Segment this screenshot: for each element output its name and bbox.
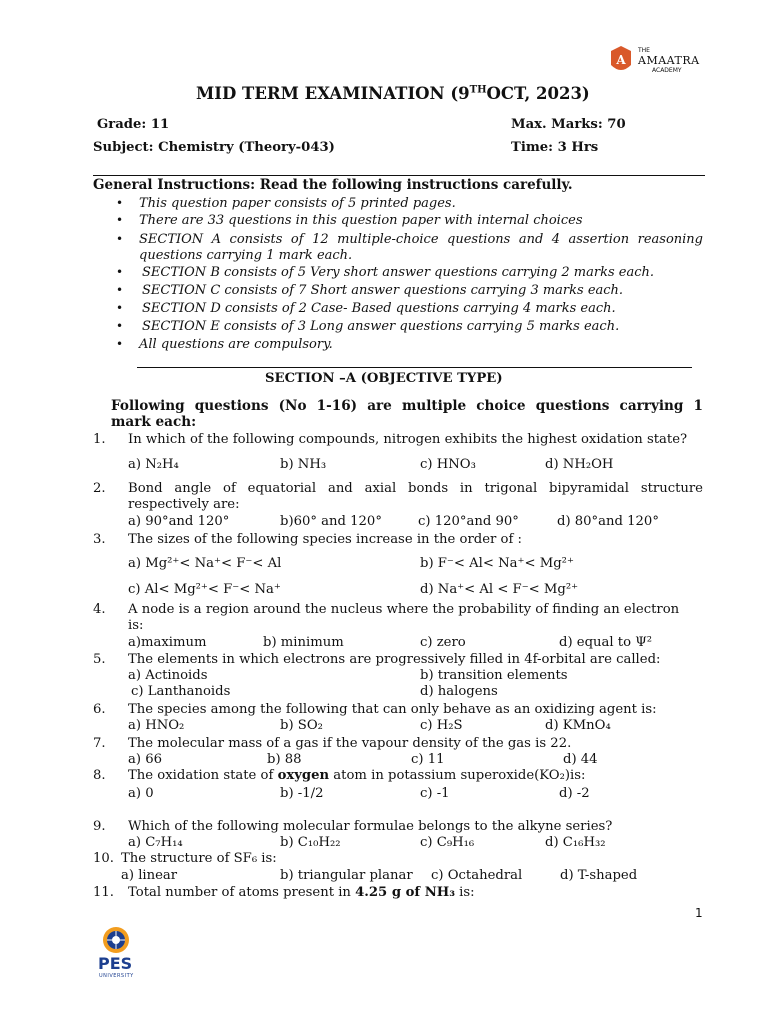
bullet-icon: • bbox=[116, 232, 124, 246]
section-a-title: SECTION –A (OBJECTIVE TYPE) bbox=[265, 371, 503, 386]
q4-text-line2: is: bbox=[128, 618, 144, 633]
pes-name: PES bbox=[98, 954, 133, 973]
q8-number: 8. bbox=[93, 768, 106, 783]
pes-emblem-icon bbox=[98, 926, 134, 954]
instruction-item: SECTION B consists of 5 Very short answer questions carrying 2 marks each. bbox=[142, 265, 655, 280]
q4-number: 4. bbox=[93, 602, 106, 617]
q10-option-c: c) Octahedral bbox=[431, 868, 523, 883]
instruction-item: SECTION C consists of 7 Short answer questions carrying 3 marks each. bbox=[142, 283, 624, 298]
q11-number: 11. bbox=[93, 885, 114, 900]
amaatra-emblem-icon bbox=[608, 45, 634, 75]
q1-option-a: a) N₂H₄ bbox=[128, 457, 179, 472]
q4-option-c: c) zero bbox=[420, 635, 466, 650]
header-divider bbox=[93, 175, 705, 176]
q3-option-a: a) Mg²⁺< Na⁺< F⁻< Al bbox=[128, 556, 282, 571]
instruction-item: All questions are compulsory. bbox=[139, 337, 333, 352]
q9-number: 9. bbox=[93, 819, 106, 834]
q1-option-c: c) HNO₃ bbox=[420, 457, 476, 472]
bullet-icon: • bbox=[116, 283, 124, 297]
instruction-item: SECTION D consists of 2 Case- Based questions carrying 4 marks each. bbox=[142, 301, 616, 316]
q4-text: A node is a region around the nucleus where the probability of finding an electron bbox=[128, 602, 680, 617]
q10-option-b: b) triangular planar bbox=[280, 868, 413, 883]
q8-option-c: c) -1 bbox=[420, 786, 450, 801]
instructions-heading: General Instructions: Read the following instructions carefully. bbox=[93, 177, 573, 193]
q6-text: The species among the following that can only behave as an oxidizing agent is: bbox=[128, 702, 657, 717]
q3-text: The sizes of the following species increase in the order of : bbox=[128, 532, 522, 547]
instruction-item: This question paper consists of 5 printed pages. bbox=[139, 196, 456, 211]
q5-option-c: c) Lanthanoids bbox=[131, 684, 231, 699]
bullet-icon: • bbox=[116, 265, 124, 279]
q3-option-b: b) F⁻< Al< Na⁺< Mg²⁺ bbox=[420, 556, 574, 571]
exam-title: MID TERM EXAMINATION (9THOCT, 2023) bbox=[196, 84, 590, 103]
logo-the: THE bbox=[638, 47, 650, 54]
logo-amaatra: AMAATRA bbox=[638, 54, 700, 67]
q5-number: 5. bbox=[93, 652, 106, 667]
q1-number: 1. bbox=[93, 432, 106, 447]
q10-number: 10. bbox=[93, 851, 114, 866]
logo-academy: ACADEMY bbox=[652, 67, 682, 74]
q8-option-d: d) -2 bbox=[559, 786, 590, 801]
q4-option-a: a)maximum bbox=[128, 635, 207, 650]
q9-option-a: a) C₇H₁₄ bbox=[128, 835, 183, 850]
q1-text: In which of the following compounds, nitrogen exhibits the highest oxidation state? bbox=[128, 432, 688, 447]
max-marks-label: Max. Marks: 70 bbox=[511, 117, 626, 132]
q7-option-d: d) 44 bbox=[563, 752, 598, 767]
pes-subtitle: UNIVERSITY bbox=[99, 973, 134, 979]
q7-option-a: a) 66 bbox=[128, 752, 162, 767]
q5-option-b: b) transition elements bbox=[420, 668, 568, 683]
q4-option-d: d) equal to Ψ² bbox=[559, 635, 653, 650]
q9-option-b: b) C₁₀H₂₂ bbox=[280, 835, 341, 850]
q10-text: The structure of SF₆ is: bbox=[121, 851, 277, 866]
instruction-item: SECTION A consists of 12 multiple-choice questions and 4 assertion reasoning bbox=[139, 232, 703, 247]
time-label: Time: 3 Hrs bbox=[511, 140, 599, 155]
q1-option-d: d) NH₂OH bbox=[545, 457, 614, 472]
q6-option-b: b) SO₂ bbox=[280, 718, 323, 733]
bullet-icon: • bbox=[116, 213, 124, 227]
subject-label: Subject: Chemistry (Theory-043) bbox=[93, 140, 335, 155]
q9-text: Which of the following molecular formulae belongs to the alkyne series? bbox=[128, 819, 613, 834]
q2-option-b: b)60° and 120° bbox=[280, 514, 382, 529]
q6-number: 6. bbox=[93, 702, 106, 717]
bullet-icon: • bbox=[116, 337, 124, 351]
instruction-item: SECTION E consists of 3 Long answer questions carrying 5 marks each. bbox=[142, 319, 620, 334]
q5-text: The elements in which electrons are progressively filled in 4f-orbital are called: bbox=[128, 652, 661, 667]
q5-option-a: a) Actinoids bbox=[128, 668, 208, 683]
q7-number: 7. bbox=[93, 736, 106, 751]
q2-text: Bond angle of equatorial and axial bonds in trigonal bipyramidal structure bbox=[128, 481, 703, 496]
q6-option-c: c) H₂S bbox=[420, 718, 463, 733]
section-intro: Following questions (No 1-16) are multiple choice questions carrying 1 bbox=[111, 398, 703, 414]
pes-university-logo bbox=[94, 926, 138, 986]
q5-option-d: d) halogens bbox=[420, 684, 498, 699]
page-number: 1 bbox=[695, 906, 703, 920]
q2-option-c: c) 120°and 90° bbox=[418, 514, 519, 529]
q6-option-d: d) KMnO₄ bbox=[545, 718, 611, 733]
amaatra-logo bbox=[608, 45, 708, 77]
q2-option-a: a) 90°and 120° bbox=[128, 514, 230, 529]
q3-number: 3. bbox=[93, 532, 106, 547]
section-intro-line2: mark each: bbox=[111, 414, 197, 430]
grade-label: Grade: 11 bbox=[97, 117, 170, 132]
q8-text: The oxidation state of oxygen atom in potassium superoxide(KO₂)is: bbox=[128, 768, 586, 783]
q7-text: The molecular mass of a gas if the vapour density of the gas is 22. bbox=[128, 736, 572, 751]
q6-option-a: a) HNO₂ bbox=[128, 718, 185, 733]
svg-text:A: A bbox=[616, 53, 626, 67]
q7-option-b: b) 88 bbox=[267, 752, 302, 767]
section-divider bbox=[137, 367, 692, 368]
q8-option-b: b) -1/2 bbox=[280, 786, 324, 801]
q7-option-c: c) 11 bbox=[411, 752, 445, 767]
q9-option-d: d) C₁₆H₃₂ bbox=[545, 835, 606, 850]
q11-text: Total number of atoms present in 4.25 g of NH₃ is: bbox=[128, 885, 475, 900]
q2-option-d: d) 80°and 120° bbox=[557, 514, 659, 529]
q2-text-line2: respectively are: bbox=[128, 497, 240, 512]
q9-option-c: c) C₉H₁₆ bbox=[420, 835, 475, 850]
instruction-item: There are 33 questions in this question paper with internal choices bbox=[139, 213, 583, 228]
q2-number: 2. bbox=[93, 481, 106, 496]
q10-option-a: a) linear bbox=[121, 868, 178, 883]
bullet-icon: • bbox=[116, 319, 124, 333]
q3-option-d: d) Na⁺< Al < F⁻< Mg²⁺ bbox=[420, 582, 579, 597]
q8-option-a: a) 0 bbox=[128, 786, 154, 801]
q3-option-c: c) Al< Mg²⁺< F⁻< Na⁺ bbox=[128, 582, 281, 597]
instruction-item: questions carrying 1 mark each. bbox=[139, 248, 353, 263]
bullet-icon: • bbox=[116, 196, 124, 210]
bullet-icon: • bbox=[116, 301, 124, 315]
q10-option-d: d) T-shaped bbox=[560, 868, 638, 883]
q4-option-b: b) minimum bbox=[263, 635, 344, 650]
q1-option-b: b) NH₃ bbox=[280, 457, 327, 472]
